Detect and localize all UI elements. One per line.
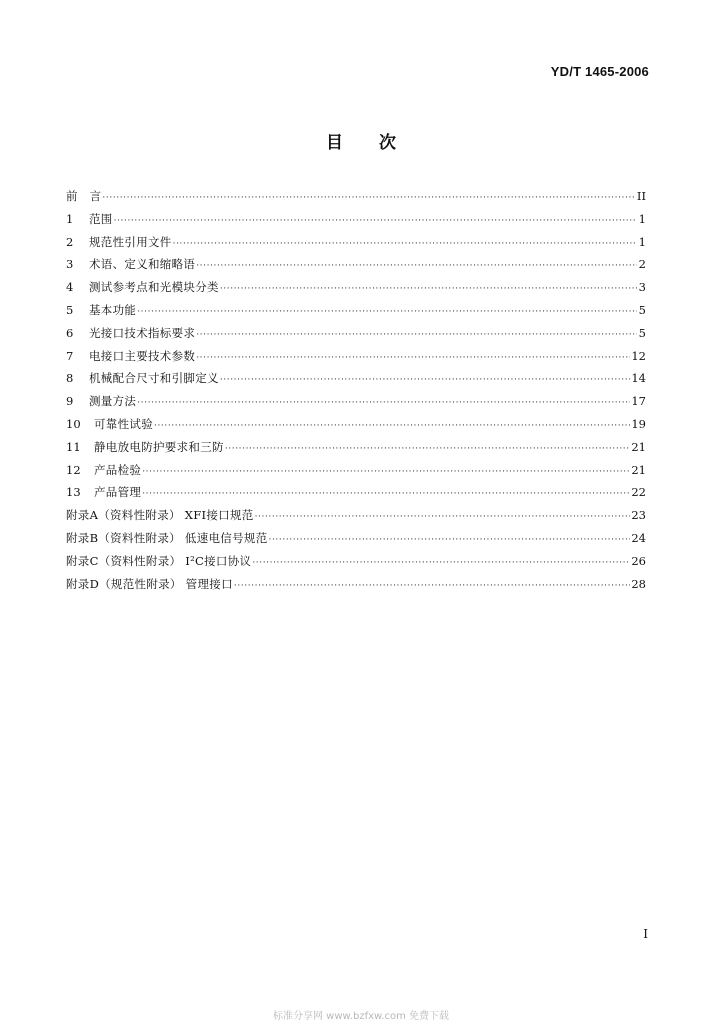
toc-entry-label: 机械配合尺寸和引脚定义 [89, 371, 219, 386]
toc-entry-page: II [636, 189, 646, 203]
toc-leader-dots [252, 552, 630, 575]
toc-entry-page: 21 [631, 462, 646, 477]
standard-code: YD/T 1465-2006 [550, 64, 649, 79]
toc-entry-page: 12 [631, 348, 646, 363]
toc-entry-page: 1 [638, 234, 646, 249]
toc-entry-appendix-d[interactable] [66, 573, 646, 596]
toc-entry-label: 附录D（规范性附录） 管理接口 [66, 576, 233, 591]
toc-entry-page: 21 [631, 439, 646, 454]
toc-entry-number: 13 [66, 485, 81, 500]
toc-leader-dots [142, 483, 630, 506]
toc-entry-3[interactable] [66, 253, 646, 276]
toc-entry-page: 19 [631, 416, 646, 431]
toc-entry-label: 规范性引用文件 [89, 234, 172, 249]
toc-leader-dots [269, 529, 631, 552]
toc-entry-label: 光接口技术指标要求 [89, 325, 196, 340]
toc-leader-dots [173, 233, 637, 256]
toc-entry-page: 3 [638, 280, 646, 295]
toc-leader-dots [137, 392, 630, 415]
toc-entry-page: 2 [638, 257, 646, 272]
toc-entry-number: 4 [66, 280, 74, 295]
toc-leader-dots [220, 278, 637, 301]
toc-entry-label: 测量方法 [89, 394, 137, 409]
toc-entry-number: 8 [66, 371, 74, 386]
toc-entry-page: 5 [638, 325, 646, 340]
toc-entry-number: 5 [66, 302, 74, 317]
toc-entry-7[interactable] [66, 345, 646, 368]
toc-entry-13[interactable] [66, 481, 646, 504]
toc-entry-1[interactable] [66, 208, 646, 231]
toc-entry-label: 产品检验 [94, 462, 142, 477]
toc-entry-number: 12 [66, 462, 81, 477]
toc-leader-dots [225, 438, 631, 461]
toc-entry-label: 静电放电防护要求和三防 [94, 439, 224, 454]
watermark: 标准分享网 www.bzfxw.com 免费下载 [273, 1011, 449, 1022]
toc-entry-label: 附录B（资料性附录） 低速电信号规范 [66, 530, 268, 545]
table-of-contents [66, 185, 646, 595]
toc-entry-label: 电接口主要技术参数 [89, 348, 196, 363]
toc-entry-appendix-c[interactable] [66, 550, 646, 573]
toc-leader-dots [234, 575, 630, 598]
toc-entry-page: 14 [631, 371, 646, 386]
toc-entry-4[interactable] [66, 276, 646, 299]
toc-leader-dots [220, 369, 631, 392]
toc-leader-dots [196, 324, 637, 347]
toc-entry-6[interactable] [66, 322, 646, 345]
toc-entry-number: 10 [66, 416, 81, 431]
toc-entry-number: 9 [66, 394, 74, 409]
toc-entry-label: 前 言 [66, 189, 102, 203]
toc-entry-foreword[interactable] [66, 185, 646, 208]
toc-entry-page: 24 [631, 530, 646, 545]
toc-entry-label: 基本功能 [89, 302, 137, 317]
toc-entry-number: 3 [66, 257, 74, 272]
toc-entry-number: 1 [66, 211, 74, 226]
toc-entry-page: 17 [631, 394, 646, 409]
toc-entry-8[interactable] [66, 367, 646, 390]
toc-entry-number: 2 [66, 234, 74, 249]
toc-entry-label: 可靠性试验 [94, 416, 153, 431]
toc-leader-dots [154, 415, 630, 438]
toc-entry-number: 11 [66, 439, 81, 454]
toc-entry-page: 23 [631, 508, 646, 523]
toc-entry-label: 附录A（资料性附录） XFI接口规范 [66, 508, 254, 523]
toc-entry-label: 术语、定义和缩略语 [89, 257, 196, 272]
toc-entry-10[interactable] [66, 413, 646, 436]
toc-entry-12[interactable] [66, 459, 646, 482]
toc-leader-dots [114, 210, 637, 233]
toc-entry-11[interactable] [66, 436, 646, 459]
toc-entry-appendix-b[interactable] [66, 527, 646, 550]
toc-leader-dots [142, 461, 630, 484]
toc-leader-dots [196, 347, 630, 370]
toc-entry-page: 26 [631, 553, 646, 568]
toc-leader-dots [137, 301, 637, 324]
toc-entry-9[interactable] [66, 390, 646, 413]
toc-entry-2[interactable] [66, 231, 646, 254]
toc-entry-page: 22 [631, 485, 646, 500]
toc-entry-label: 测试参考点和光模块分类 [89, 280, 219, 295]
toc-entry-page: 1 [638, 211, 646, 226]
toc-entry-number: 7 [66, 348, 74, 363]
toc-leader-dots [196, 255, 637, 278]
toc-leader-dots [255, 506, 631, 529]
toc-entry-number: 6 [66, 325, 74, 340]
toc-title: 目 次 [326, 133, 396, 153]
toc-entry-5[interactable] [66, 299, 646, 322]
toc-entry-appendix-a[interactable] [66, 504, 646, 527]
toc-entry-page: 28 [631, 576, 646, 591]
toc-entry-page: 5 [638, 302, 646, 317]
toc-entry-label: 范围 [89, 211, 113, 226]
toc-entry-label: 产品管理 [94, 485, 142, 500]
toc-leader-dots [102, 187, 636, 210]
toc-entry-label: 附录C（资料性附录） I²C接口协议 [66, 553, 252, 568]
page-number: I [643, 927, 648, 941]
